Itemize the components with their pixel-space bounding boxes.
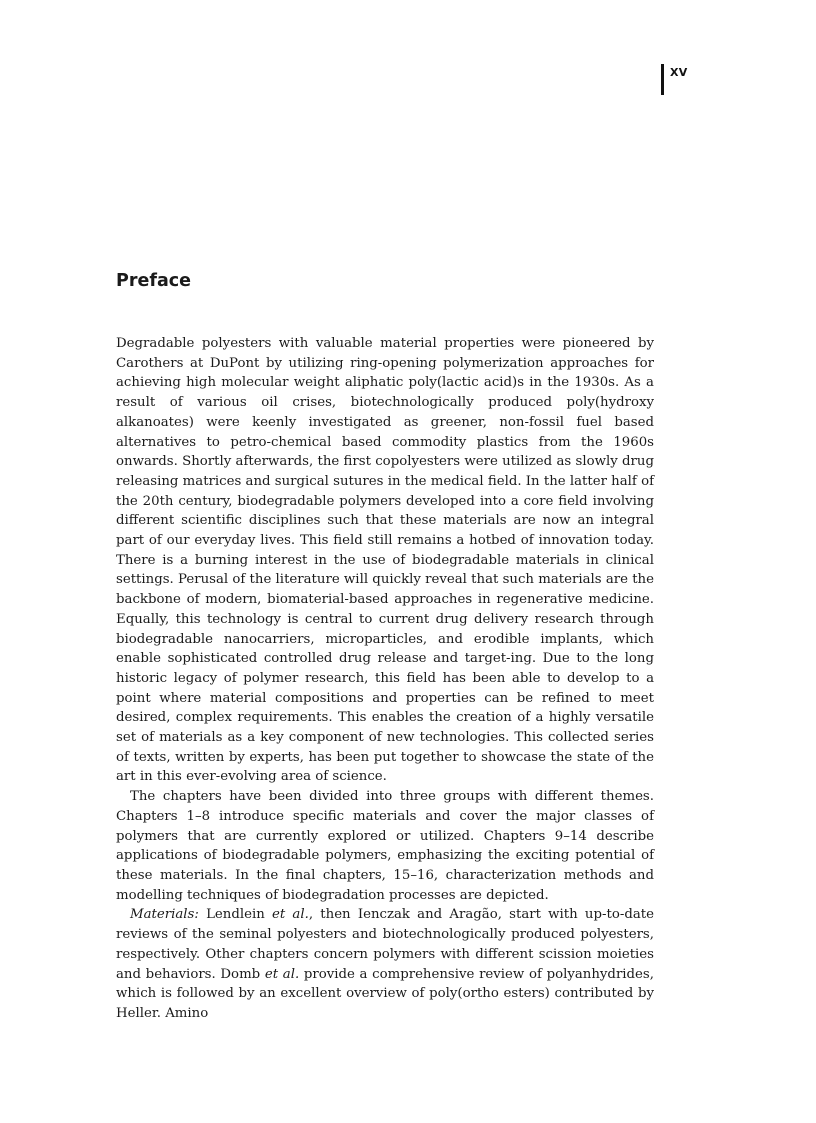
paragraph-3-part-3: provide a comprehensive review of polyanhydrides, which is followed by an excellent overview of poly(ortho esters) contributed by Heller. Amino — [116, 966, 654, 1021]
preface-body — [116, 334, 654, 1024]
paragraph-3-part-1: Lendlein — [198, 907, 272, 923]
et-al-1: et al. — [272, 907, 309, 923]
materials-lead: Materials: — [130, 907, 199, 923]
page-number-rule — [661, 64, 664, 95]
paragraph-2: The chapters have been divided into three groups with different themes. Chapters 1–8 introduce specific materials and cover the major classes of polymers that are currently explored or utilized. Chapters 9–14 describe applications of biodegradable polymers, emphasizing the exciting potential of these materials. In the final chapters, 15–16, characterization methods and modelling techniques of biodegradation processes are depicted. — [116, 789, 654, 903]
page-number: XV — [670, 66, 688, 79]
paragraph-1: Degradable polyesters with valuable material properties were pioneered by Carothers at DuPont by utilizing ring-opening polymerization approaches for achieving high molecular weight aliphatic poly(lactic acid)s in the 1930s. As a result of various oil crises, biotechnologically produced poly(hydroxy alkanoates) were keenly investigated as greener, non-fossil fuel based alternatives to petro-chemical based commodity plastics from the 1960s onwards. Shortly afterwards, the first copolyesters were utilized as slowly drug releasing matrices and surgical sutures in the medical field. In the latter half of the 20th century, biodegradable polymers developed into a core field involving different scientific disciplines such that these materials are now an integral part of our everyday lives. This field still remains a hotbed of innovation today. There is a burning interest in the use of biodegradable materials in clinical settings. Perusal of the literature will quickly reveal that such materials are the backbone of modern, biomaterial-based approaches in regenerative medicine. Equally, this technology is central to current drug delivery research through biodegradable nanocarriers, microparticles, and erodible implants, which enable sophisticated controlled drug release and target-ing. Due to the long historic legacy of polymer research, this field has been able to develop to a point where material compositions and properties can be refined to meet desired, complex requirements. This enables the creation of a highly versatile set of materials as a key component of new technologies. This collected series of texts, written by experts, has been put together to showcase the state of the art in this ever-evolving area of science. — [116, 336, 654, 785]
paragraph-3 — [116, 905, 654, 1023]
et-al-2: et al. — [264, 966, 300, 982]
page-title: Preface — [116, 271, 191, 291]
paragraph-3-part-2: , then Ienczak and Aragão, start with up-to-date reviews of the seminal polyesters and biotechnologically produced polyesters, respectively. Other chapters concern polymers with different scission moieties and behaviors. Domb — [116, 907, 654, 982]
